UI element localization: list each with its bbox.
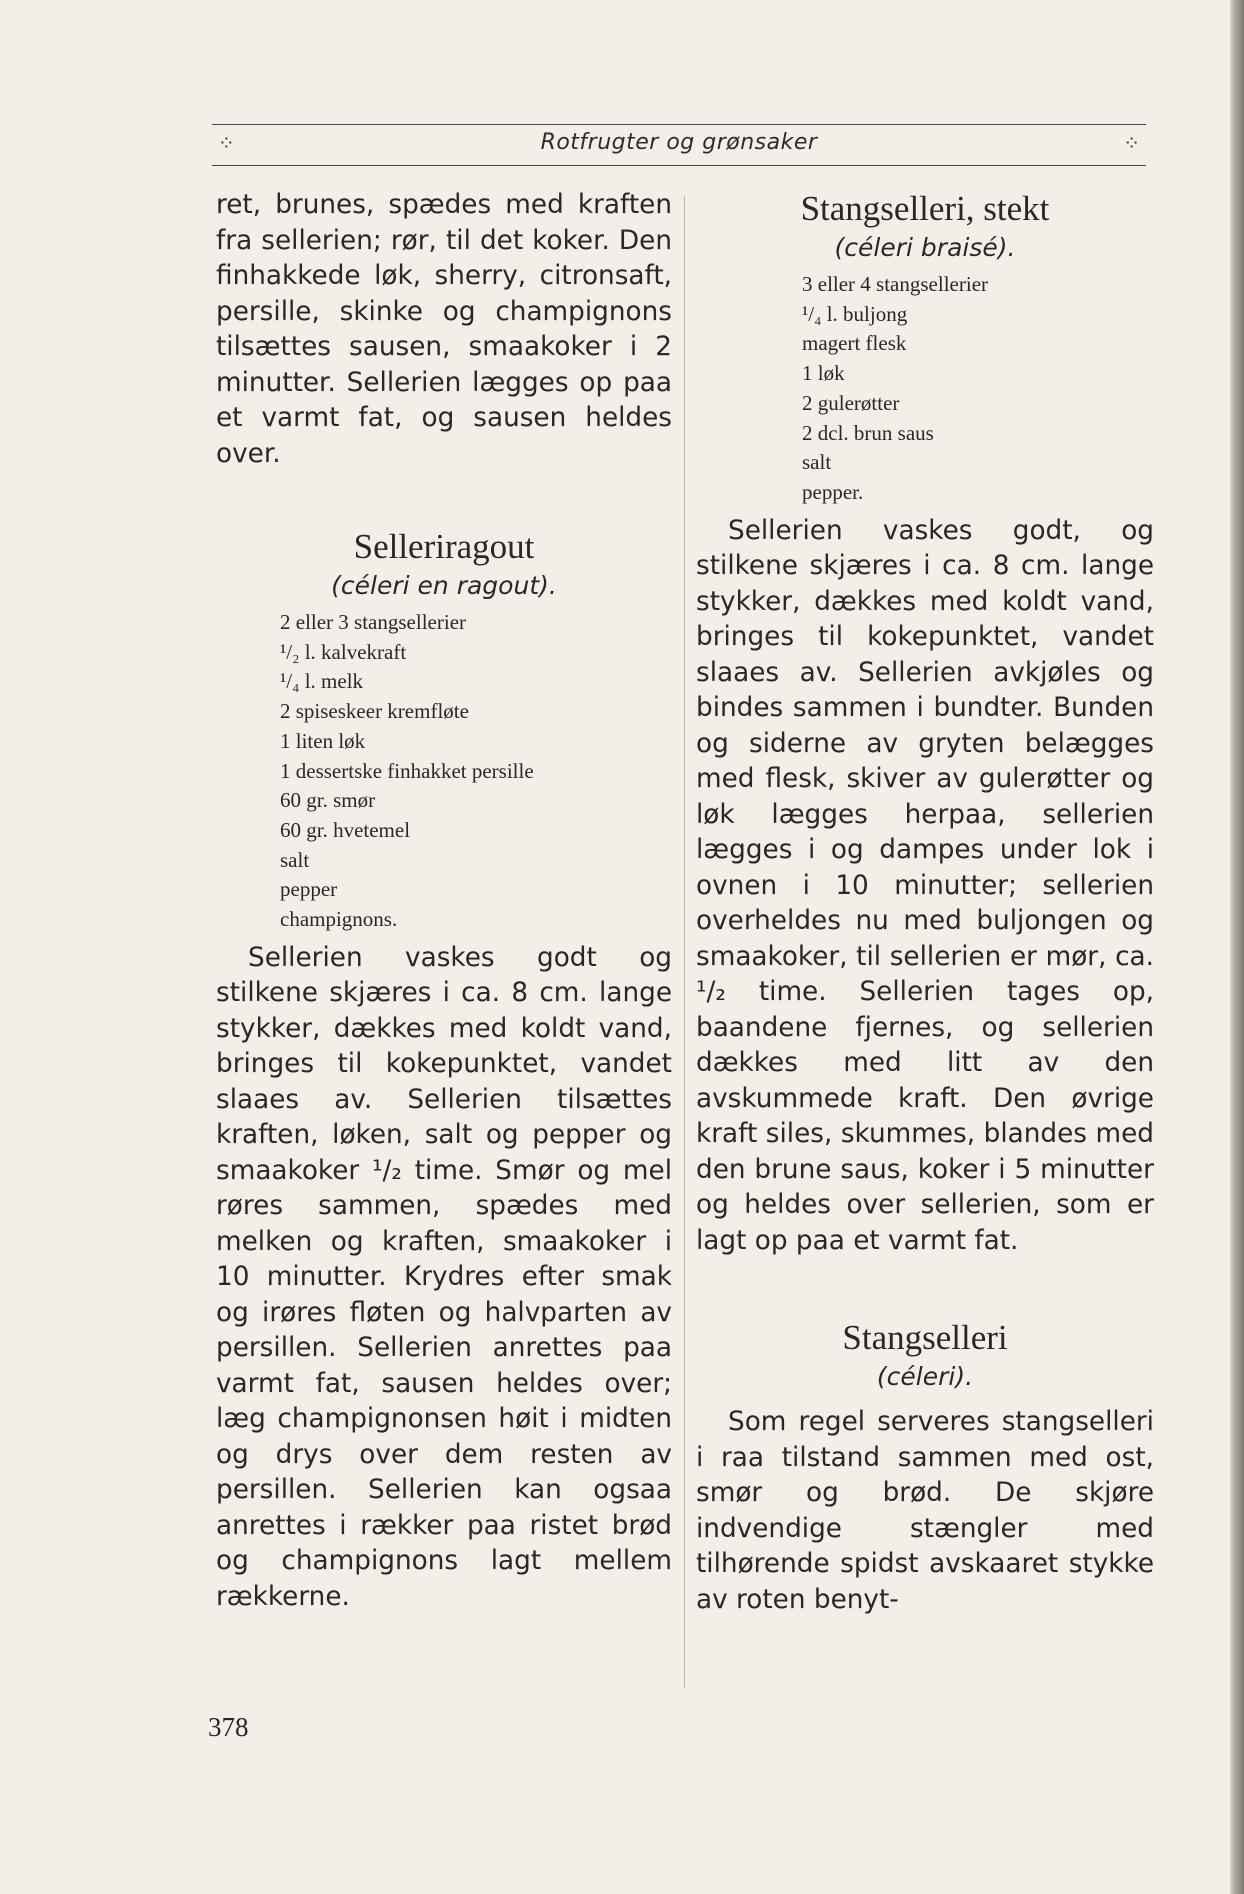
ingredient-item: 2 eller 3 stangsellerier [280, 610, 467, 634]
page-edge-shadow [1230, 0, 1244, 1894]
recipe-instructions-stangselleri: Som regel serveres stangselleri i raa tilstand sammen med ost, smør og brød. De skjøre indvendige stængler med tilhørende spidst avskaaret stykke av roten benyt- [696, 1407, 1154, 1615]
recipe-instructions-stangselleri-stekt: Sellerien vaskes godt, og stilkene skjæres i ca. 8 cm. lange stykker, dækkes med koldt vand, bringes til kokepunktet, vandet slaaes av. Sellerien avkjøles og bindes sammen i bundter. Bunden og siderne av gryten belægges med flesk, skiver av gulerøtter og løk lægges herpaa, sellerien lægges i og dampes under lok i ovnen i 10 minutter; sellerien overheldes nu med buljongen og smaakoker, til sellerien er mør, ca. ¹/₂ time. Sellerien tages op, baandene fjernes, og sellerien dækkes med litt av den avskummede kraft. Den øvrige kraft siles, skummes, blandes med den brune saus, koker i 5 minutter og heldes over sellerien, som er lagt op paa et varmt fat. [696, 515, 1154, 1256]
ingredient-item: ¹/₂ l. kalvekraft [280, 639, 407, 664]
recipe-title-stangselleri-stekt: Stangselleri, stekt [800, 189, 1050, 228]
recipe-title-selleriragout: Selleriragout [353, 527, 535, 566]
ingredient-item: pepper [280, 877, 338, 902]
running-head-title: Rotfrugter og grønsaker [540, 130, 818, 155]
continued-paragraph: ret, brunes, spædes med kraften fra sellerien; rør, til det koker. Den finhakkede løk, sherry, citronsaft, persille, skinke og champignons tilsættes sausen, smaakoker i 2 minutter. Sellerien lægges op paa et varmt fat, og sausen heldes over. [216, 190, 672, 469]
recipe-title-stangselleri: Stangselleri [842, 1318, 1008, 1358]
ornament-right-icon: ⁘ [1123, 131, 1140, 155]
ingredient-item: 2 gulerøtter [802, 390, 900, 415]
ingredient-item: 1 dessertske finhakket persille [280, 758, 534, 783]
ingredient-item: ¹/₄ l. melk [280, 669, 364, 694]
recipe-subtitle-selleriragout: (céleri en ragout). [331, 571, 557, 600]
ingredient-item: 1 løk [802, 361, 845, 386]
recipe-subtitle-stangselleri: (céleri). [876, 1362, 974, 1392]
ingredient-list-selleriragout [216, 608, 672, 935]
ingredient-item: 2 spiseskeer kremfløte [280, 699, 469, 724]
recipe-subtitle-stangselleri-stekt: (céleri braisé). [834, 233, 1016, 262]
ingredient-item: ¹/₄ l. buljong [802, 301, 908, 326]
running-head [212, 124, 1146, 166]
left-column [216, 188, 672, 1615]
column-divider [684, 196, 685, 1688]
ingredient-item: 60 gr. smør [280, 788, 376, 813]
ornament-left-icon: ⁘ [218, 131, 235, 155]
ingredient-item: champignons. [280, 907, 398, 932]
ingredient-item: 1 liten løk [280, 728, 366, 753]
ingredient-item: 3 eller 4 stangsellerier [802, 272, 989, 296]
ingredient-list-stangselleri-stekt [696, 270, 1154, 508]
ingredient-item: pepper. [802, 479, 864, 504]
recipe-instructions-selleriragout: Sellerien vaskes godt og stilkene skjæres i ca. 8 cm. lange stykker, dækkes med koldt vand, bringes til kokepunktet, vandet slaaes av. Sellerien tilsættes kraften, løken, salt og pepper og smaakoker ¹/₂ time. Smør og mel røres sammen, spædes med melken og kraften, smaakoker i 10 minutter. Krydres efter smak og irøres fløten og halvparten av persillen. Sellerien anrettes paa varmt fat, sausen heldes over; læg champignonsen høit i midten og drys over dem resten av persillen. Sellerien kan ogsaa anrettes i rækker paa ristet brød og champignons lagt mellem rækkerne. [216, 942, 672, 1612]
ingredient-item: salt [280, 847, 310, 872]
ingredient-item: salt [802, 450, 832, 475]
page-number: 378 [208, 1712, 249, 1742]
right-column [696, 188, 1154, 1618]
ingredient-item: 60 gr. hvetemel [280, 817, 411, 842]
ingredient-item: 2 dcl. brun saus [802, 420, 934, 445]
ingredient-item: magert flesk [802, 331, 907, 356]
